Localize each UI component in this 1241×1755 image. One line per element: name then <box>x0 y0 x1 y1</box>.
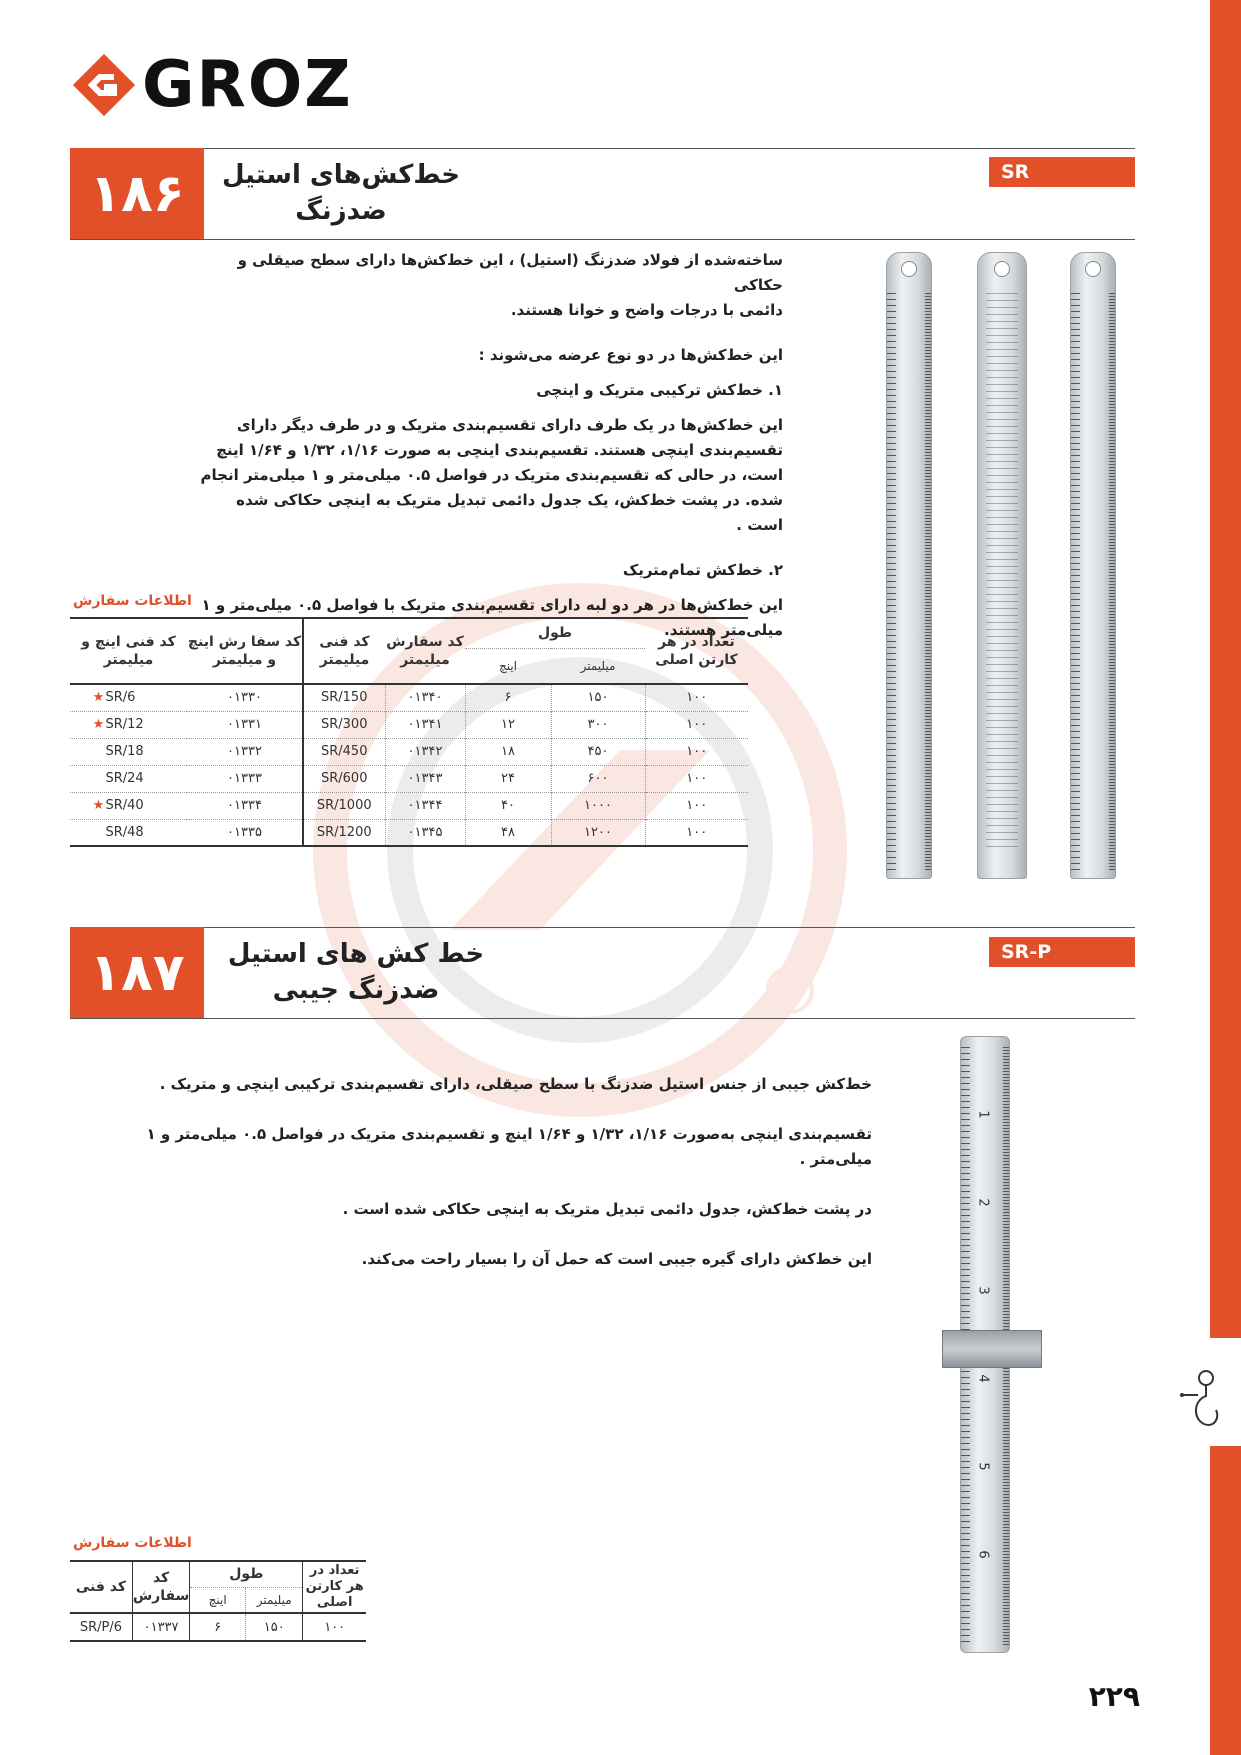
cell-qty: ۱۰۰ <box>303 1613 366 1641</box>
cell-tech-combo <box>70 819 187 846</box>
cell-inch: ۱۸ <box>465 738 551 765</box>
desc187-p4: این خط‌کش دارای گیره جیبی است که حمل آن را بسیار راحت می‌کند. <box>361 1250 872 1268</box>
ruler-mark: 1 <box>975 1110 991 1119</box>
cell-tech-mm: SR/600 <box>303 765 385 792</box>
hdr-order-combo: کد سفا رش اینچ و میلیمتر <box>187 618 303 684</box>
page-number: ۲۲۹ <box>1088 1680 1140 1713</box>
desc-p6-line1: این خط‌کش‌ها در هر دو لبه دارای تقسیم‌بندی متریک با فواصل ۰.۵ میلی‌متر و ۱ <box>201 596 783 614</box>
cell-mm: ۴۵۰ <box>551 738 645 765</box>
desc-p2: این خط‌کش‌ها در دو نوع عرضه می‌شوند : <box>478 346 783 364</box>
section-187-title-line2: ضدزنگ جیبی <box>272 975 440 1005</box>
hdr-tech-mm: کد فنی میلیمتر <box>319 634 370 668</box>
ruler-combination <box>886 252 932 879</box>
table-row <box>70 765 748 792</box>
cell-order-mm: ۰۱۳۴۵ <box>385 819 465 846</box>
hdr187-qty: تعداد در هر کارتن اصلی <box>303 1561 366 1613</box>
cell-order-combo: ۰۱۳۳۰ <box>187 684 303 711</box>
cell-mm: ۱۵۰ <box>263 1619 285 1635</box>
tech-code-text: SR/18 <box>105 744 144 759</box>
cell-tech: SR/P/6 <box>79 1619 122 1635</box>
table-row <box>70 1613 366 1641</box>
order-table-187 <box>70 1560 366 1642</box>
hdr-order-mm: کد سفارش میلیمتر <box>386 634 464 668</box>
table-row <box>70 711 748 738</box>
ruler-back-table <box>977 252 1027 879</box>
section-187-bottom-rule <box>70 1018 1135 1019</box>
hdr-inch: اینچ <box>498 658 518 673</box>
desc-p4-line4: شده. در پشت خط‌کش، یک جدول دائمی تبدیل متریک به اینچی حکاکی شده است . <box>236 491 783 534</box>
section-186-title-line1: خط‌کش‌های استیل <box>221 160 461 190</box>
hdr-length: طول <box>465 618 645 648</box>
cell-order-mm: ۰۱۳۴۱ <box>385 711 465 738</box>
cell-tech-combo <box>70 711 187 738</box>
section-187-code-tag: SR-P <box>989 937 1135 967</box>
cell-tech-mm: SR/1200 <box>303 819 385 846</box>
section-187-title-line1: خط کش های استیل <box>227 939 485 969</box>
page-edge-strip-top <box>1210 0 1241 1338</box>
hdr187-mm: میلیمتر <box>256 1592 292 1607</box>
cell-order-mm: ۰۱۳۴۰ <box>385 684 465 711</box>
cell-mm: ۱۰۰۰ <box>551 792 645 819</box>
order-info-label-186: اطلاعات سفارش <box>73 593 192 609</box>
desc187-p3: در پشت خط‌کش، جدول دائمی تبدیل متریک به اینچی حکاکی شده است . <box>342 1200 872 1218</box>
cell-order-mm: ۰۱۳۴۴ <box>385 792 465 819</box>
desc187-p2: تقسیم‌بندی اینچی به‌صورت ۱/۱۶، ۱/۳۲ و ۱/۶۴ اینچ و تقسیم‌بندی متریک در فواصل ۰.۵ میلی‌متر و ۱ میلی‌متر . <box>146 1125 872 1168</box>
cell-qty: ۱۰۰ <box>686 798 708 813</box>
cell-tech-combo <box>70 738 187 765</box>
cell-mm: ۱۵۰ <box>551 684 645 711</box>
section-186-title <box>206 157 476 229</box>
section-186-bottom-rule <box>70 239 1135 240</box>
ruler-mark: 3 <box>975 1286 991 1295</box>
hdr187-inch: اینچ <box>190 1587 246 1613</box>
hdr187-length: طول <box>190 1561 303 1587</box>
tech-code-text: SR/48 <box>105 824 144 840</box>
hdr-mm: میلیمتر <box>580 658 616 673</box>
tech-code-text: SR/6 <box>105 690 136 706</box>
groz-emblem-icon <box>70 51 138 119</box>
cell-order-mm: ۰۱۳۴۳ <box>385 765 465 792</box>
cell-qty: ۱۰۰ <box>686 717 708 732</box>
hdr187-tech: کد فنی <box>75 1579 126 1595</box>
desc-p1-line1: ساخته‌شده از فولاد ضدزنگ (استیل) ، این خط‌کش‌ها دارای سطح صیقلی و حکاکی <box>237 251 783 294</box>
table-row <box>70 684 748 711</box>
desc-p6-line2: میلی‌متر هستند. <box>664 621 783 639</box>
ruler-metric <box>1070 252 1116 879</box>
desc-p4-line1: این خط‌کش‌ها در یک طرف دارای تقسیم‌بندی متریک و در طرف دیگر دارای <box>236 416 783 434</box>
section-187-title <box>206 936 506 1008</box>
cell-inch: ۱۲ <box>465 711 551 738</box>
cell-tech-mm: SR/150 <box>303 684 385 711</box>
section-187-number: ۱۸۷ <box>70 927 204 1018</box>
ruler-mark: 2 <box>975 1198 991 1207</box>
cell-tech-mm: SR/300 <box>303 711 385 738</box>
cell-order-combo: ۰۱۳۳۱ <box>187 711 303 738</box>
desc-p1-line2: دائمی با درجات واضح و خوانا هستند. <box>510 301 783 319</box>
cell-qty: ۱۰۰ <box>686 690 708 706</box>
cell-tech-combo <box>70 765 187 792</box>
tech-code-text: SR/24 <box>105 771 144 786</box>
hdr-tech-combo: کد فنی اینچ و میلیمتر <box>81 634 176 668</box>
cell-order-mm: ۰۱۳۴۲ <box>385 738 465 765</box>
cell-inch: ۴۰ <box>465 792 551 819</box>
section-186-top-rule <box>70 148 1135 149</box>
section-187-description <box>130 1072 872 1272</box>
cell-order-combo: ۰۱۳۳۵ <box>187 819 303 846</box>
hook-icon <box>1176 1366 1236 1438</box>
ruler-mark: 5 <box>975 1462 991 1471</box>
section-187-top-rule <box>70 927 1135 928</box>
order-table-186 <box>70 617 748 847</box>
hdr187-order: کد سفارش <box>132 1561 189 1613</box>
groz-logo <box>70 50 370 120</box>
order-info-label-187: اطلاعات سفارش <box>73 1535 192 1551</box>
section-186-description <box>200 248 783 643</box>
section-186-title-line2: ضدزنگ <box>295 196 387 226</box>
desc-p4-line3: است، در حالی که تقسیم‌بندی متریک در فواصل ۰.۵ میلی‌متر و ۱ میلی‌متر انجام <box>200 466 783 484</box>
page-edge-strip-bottom <box>1210 1446 1241 1755</box>
desc-p4-line2: تقسیم‌بندی اینچی هستند. تقسیم‌بندی اینچی به صورت ۱/۱۶، ۱/۳۲ و ۱/۶۴ اینچ <box>216 441 783 459</box>
hdr-qty: تعداد در هر کارتن اصلی <box>655 634 738 668</box>
table-row <box>70 738 748 765</box>
table-row <box>70 792 748 819</box>
cell-inch: ۴۸ <box>465 819 551 846</box>
ruler-mark: 6 <box>975 1550 991 1559</box>
star-icon: ★ <box>92 798 105 813</box>
cell-order-combo: ۰۱۳۳۳ <box>187 765 303 792</box>
cell-qty: ۱۰۰ <box>686 771 708 786</box>
cell-tech-combo <box>70 684 187 711</box>
section-186-number: ۱۸۶ <box>70 148 204 239</box>
desc187-p1: خط‌کش جیبی از جنس استیل ضدزنگ با سطح صیقلی، دارای تقسیم‌بندی ترکیبی اینچی و متریک . <box>159 1075 872 1093</box>
cell-inch: ۶ <box>190 1613 246 1641</box>
cell-mm: ۳۰۰ <box>551 711 645 738</box>
cell-tech-mm: SR/1000 <box>303 792 385 819</box>
brand-name: GROZ <box>142 48 353 122</box>
cell-qty: ۱۰۰ <box>686 744 708 759</box>
ruler-mark: 4 <box>975 1374 991 1383</box>
cell-order-combo: ۰۱۳۳۴ <box>187 792 303 819</box>
desc-p5: ۲. خط‌کش تمام‌متریک <box>622 561 783 579</box>
cell-tech-mm: SR/450 <box>303 738 385 765</box>
product-image-sr-rulers <box>880 252 1140 882</box>
star-icon: ★ <box>92 690 105 706</box>
tech-code-text: SR/12 <box>105 717 144 732</box>
product-image-pocket-ruler <box>930 1030 1050 1660</box>
star-icon: ★ <box>92 717 105 732</box>
pocket-clip <box>942 1330 1042 1368</box>
section-186-code-tag: SR <box>989 157 1135 187</box>
tech-code-text: SR/40 <box>105 798 144 813</box>
cell-order-combo: ۰۱۳۳۲ <box>187 738 303 765</box>
desc-p3: ۱. خط‌کش ترکیبی متریک و اینچی <box>536 381 783 399</box>
cell-inch: ۲۴ <box>465 765 551 792</box>
table-row <box>70 819 748 846</box>
cell-inch: ۶ <box>465 684 551 711</box>
cell-order: ۰۱۳۳۷ <box>132 1613 189 1641</box>
cell-mm: ۶۰۰ <box>551 765 645 792</box>
cell-tech-combo <box>70 792 187 819</box>
cell-qty: ۱۰۰ <box>686 824 708 840</box>
cell-mm: ۱۲۰۰ <box>551 819 645 846</box>
